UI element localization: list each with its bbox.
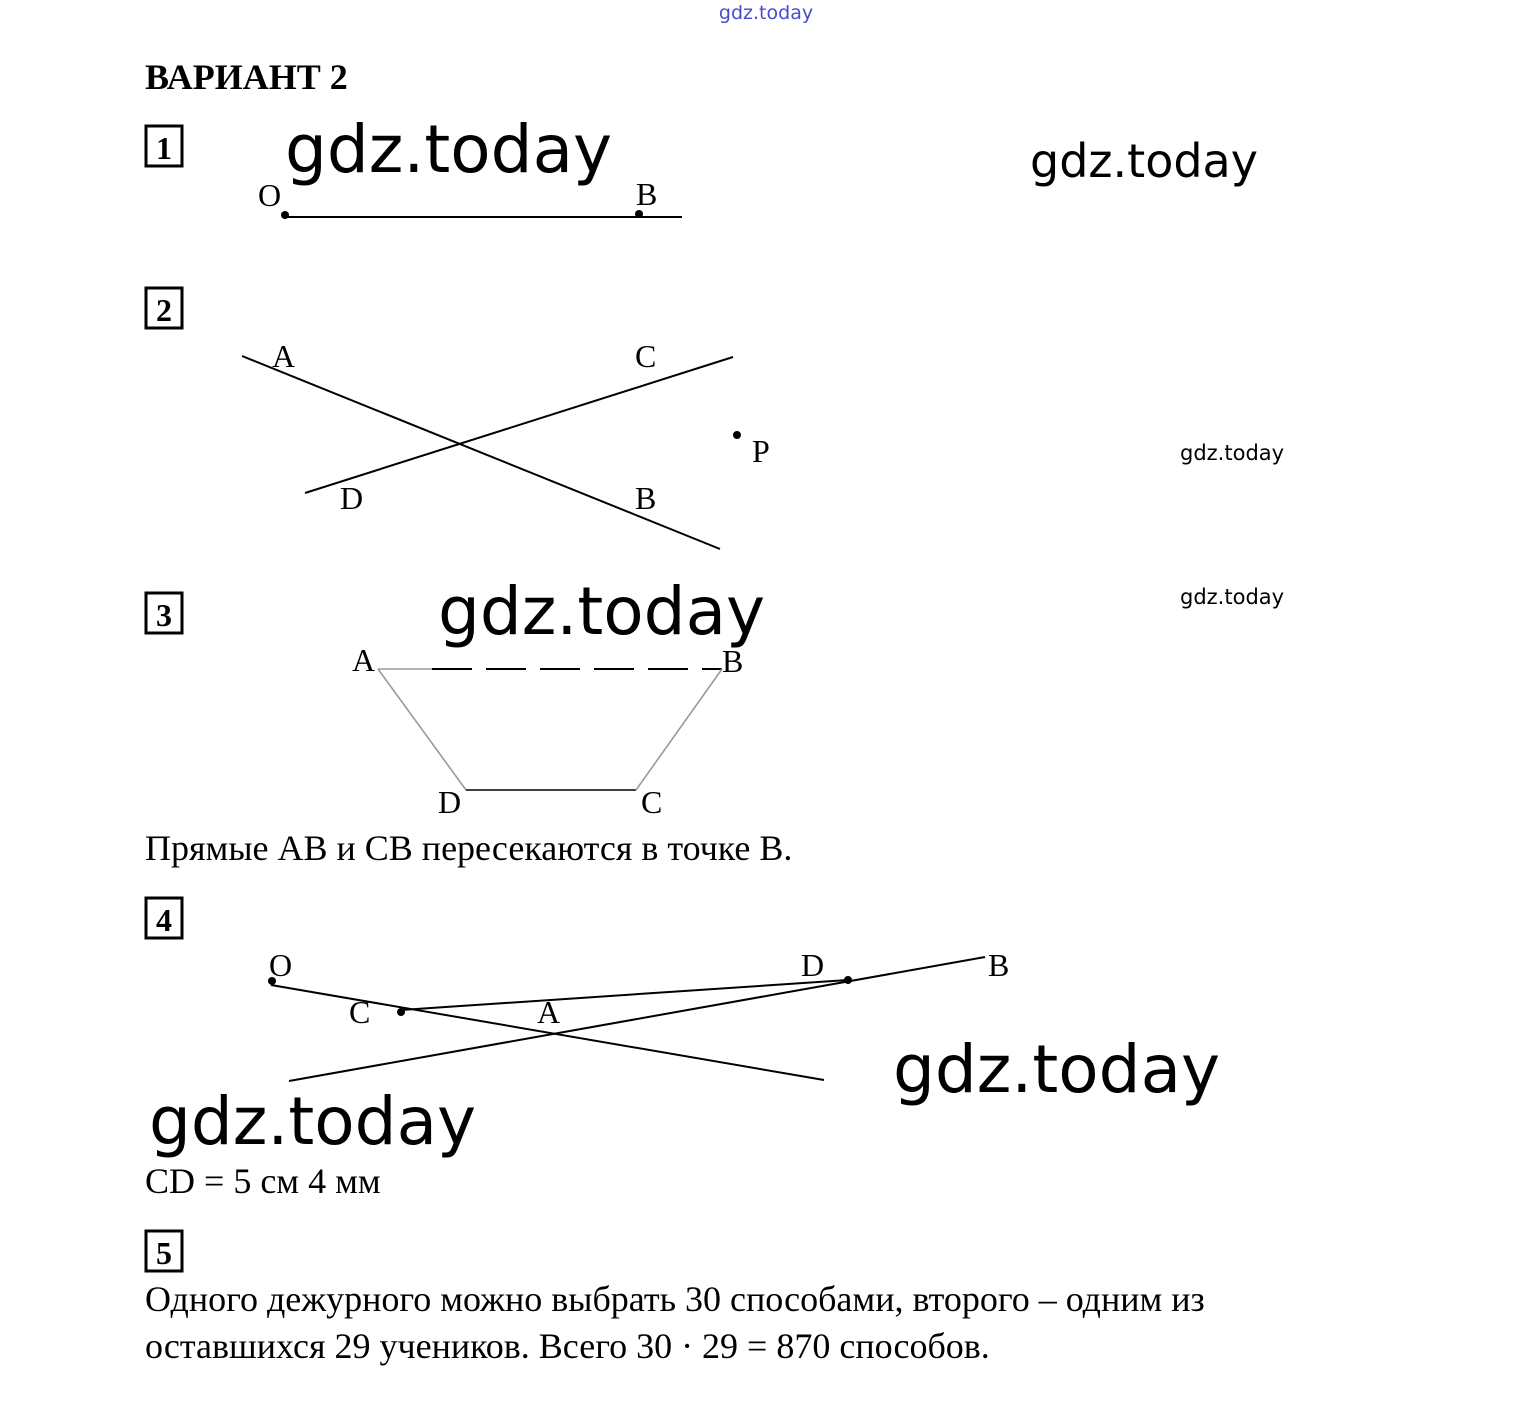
task-5-answer-line-2: оставшихся 29 учеников. Всего 30 · 29 = 870 способов. xyxy=(145,1326,990,1366)
task-5-answer-line-1: Одного дежурного можно выбрать 30 способами, второго – одним из xyxy=(145,1279,1205,1319)
task-4-answer: CD = 5 см 4 мм xyxy=(145,1161,381,1201)
line-cd xyxy=(305,357,733,493)
point-p-dot xyxy=(733,431,741,439)
point-d-label: D xyxy=(340,480,364,516)
task-1-number: 1 xyxy=(156,130,172,166)
task-1 xyxy=(146,111,1258,219)
watermark-4: gdz.today xyxy=(438,573,766,650)
segment-ad xyxy=(378,669,466,790)
task-5-number: 5 xyxy=(156,1235,172,1271)
point-a-label: A xyxy=(352,642,376,678)
watermark-2: gdz.today xyxy=(1030,134,1258,188)
line-ab xyxy=(289,957,985,1081)
task-5 xyxy=(145,1231,1205,1366)
task-4 xyxy=(145,898,1220,1201)
point-b-label: B xyxy=(636,176,658,212)
point-d-label: D xyxy=(438,784,462,820)
point-a-label: A xyxy=(537,994,561,1030)
point-o-dot xyxy=(281,211,289,219)
watermark-top: gdz.today xyxy=(718,2,814,24)
point-o-label: O xyxy=(258,177,282,213)
point-d-label: D xyxy=(801,947,825,983)
watermark-6: gdz.today xyxy=(893,1031,1221,1108)
point-c-label: C xyxy=(641,784,663,820)
task-4-number: 4 xyxy=(156,902,172,938)
point-o-label: O xyxy=(269,947,293,983)
watermark-5: gdz.today xyxy=(1180,585,1285,609)
task-3 xyxy=(145,573,1284,868)
point-c-label: C xyxy=(349,994,371,1030)
point-b-label: B xyxy=(988,947,1010,983)
point-c-label: C xyxy=(635,338,657,374)
task-3-number: 3 xyxy=(156,597,172,633)
watermark-1: gdz.today xyxy=(285,111,613,188)
variant-heading: ВАРИАНТ 2 xyxy=(145,57,348,97)
watermark-3: gdz.today xyxy=(1180,441,1285,465)
watermark-7: gdz.today xyxy=(149,1083,477,1160)
point-d-dot xyxy=(844,976,852,984)
segment-cd xyxy=(401,980,848,1010)
point-b-label: B xyxy=(722,643,744,679)
task-2 xyxy=(146,288,1284,549)
point-b-label: B xyxy=(635,480,657,516)
point-p-label: P xyxy=(752,433,770,469)
task-2-number: 2 xyxy=(156,292,172,328)
task-3-answer: Прямые AB и CB пересекаются в точке B. xyxy=(145,828,793,868)
segment-cb xyxy=(636,669,722,790)
point-a-label: A xyxy=(272,338,296,374)
point-c-dot xyxy=(397,1008,405,1016)
